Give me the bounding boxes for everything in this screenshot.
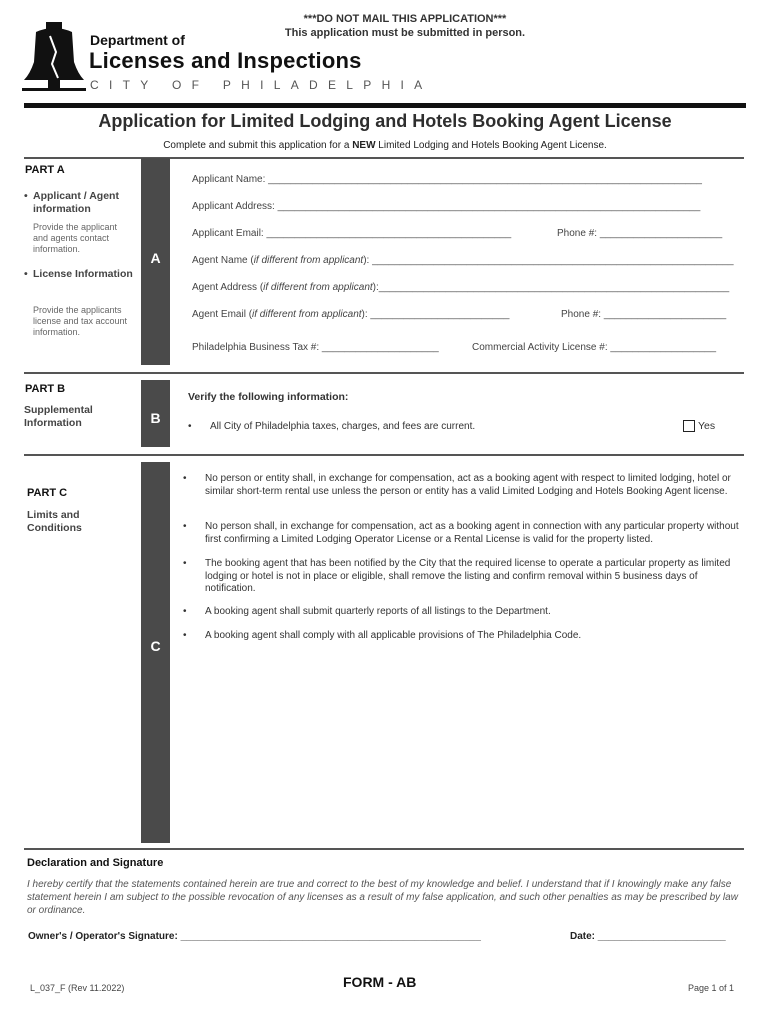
part-a-letter: A (150, 250, 161, 266)
date-field[interactable]: Date: _______________________ (570, 931, 726, 942)
form-code: FORM - AB (343, 974, 417, 990)
divider (24, 848, 744, 850)
part-c-bullet-4 (183, 606, 743, 619)
part-c-letter: C (150, 638, 161, 654)
part-a-item-2: • License Information (24, 268, 133, 280)
bullet-dot: • (183, 630, 187, 641)
subtitle-bold: NEW (352, 140, 376, 151)
subtitle-after: Limited Lodging and Hotels Booking Agent License. (375, 140, 607, 151)
applicant-name-field[interactable]: Applicant Name: ______________________________________________________________________________ (192, 174, 702, 185)
divider (24, 157, 744, 159)
agent-email-field[interactable] (192, 309, 537, 320)
verify-heading: Verify the following information: (188, 391, 349, 403)
part-a-heading: PART A (25, 164, 65, 176)
header-rule (24, 103, 746, 108)
page-subtitle (20, 140, 750, 151)
part-c-bullet-5-text: A booking agent shall comply with all applicable provisions of The Philadelphia Code. (205, 630, 582, 641)
business-tax-field[interactable]: Philadelphia Business Tax #: _____________________ (192, 342, 439, 353)
part-c-bullet-1-text: No person or entity shall, in exchange for compensation, act as a booking agent with respect to limited lodging, hotel or similar short-term rental use unless the person or entity has a valid Limited Lodging and Hotels Booking Agent license. (205, 473, 731, 497)
divider (24, 454, 744, 456)
bullet-dot: • (183, 606, 187, 617)
commercial-license-field[interactable]: Commercial Activity License #: ___________________ (472, 342, 717, 353)
agent-name-pre: Agent Name ( (192, 255, 254, 266)
form-revision: L_037_F (Rev 11.2022) (30, 983, 125, 993)
agent-address-post: ):_______________________________________________________________ (372, 282, 730, 293)
mail-notice (230, 12, 580, 40)
agent-address-pre: Agent Address ( (192, 282, 264, 293)
part-c-subheading: Limits and Conditions (27, 509, 82, 534)
divider (24, 372, 744, 374)
bullet-dot: • (188, 421, 192, 432)
dept-line-3: CITY OF PHILADELPHIA (90, 78, 433, 92)
part-a-letter-bar (141, 158, 170, 365)
bullet-dot: • (183, 521, 187, 532)
part-c-bullet-1 (183, 473, 743, 498)
page-title: Application for Limited Lodging and Hotels Booking Agent License (98, 111, 672, 131)
part-b-letter-bar (141, 380, 170, 447)
part-c-bullet-5 (183, 630, 743, 643)
part-a-item-1: • Applicant / Agent information (24, 190, 134, 216)
part-a-note-2: Provide the applicants license and tax account information. (33, 305, 128, 337)
part-c-bullet-3-text: The booking agent that has been notified by the City that the required license to operate a particular property as limited lodging or hotel is not in place or eligible, shall remove the listing and confirm removal within 5 business days of notification. (205, 558, 731, 594)
part-b-bullet-text: All City of Philadelphia taxes, charges, and fees are current. (210, 421, 476, 432)
agent-name-italic: if different from applicant (253, 255, 364, 266)
subtitle-before: Complete and submit this application for a (163, 140, 353, 151)
agent-address-field[interactable] (192, 282, 744, 293)
liberty-bell-icon (22, 22, 86, 96)
part-c-bullet-2-text: No person shall, in exchange for compensation, act as a booking agent in connection with any particular property without first confirming a Limited Lodging Operator License or a Rental License is valid for the property listed. (205, 521, 739, 545)
applicant-phone-field[interactable]: Phone #: ______________________ (557, 228, 723, 239)
dept-line-1: Department of (90, 32, 185, 48)
bullet-dot: • (183, 473, 187, 484)
part-a-item-2-label: License Information (33, 268, 133, 280)
agent-name-post: ): _________________________________________________________________ (363, 255, 734, 266)
part-c-heading: PART C (27, 487, 68, 499)
notice-line-2: This application must be submitted in person. (284, 27, 526, 39)
agent-phone-field[interactable]: Phone #: ______________________ (561, 309, 727, 320)
yes-label: Yes (698, 420, 716, 432)
part-a-note-1: Provide the applicant and agents contact information. (33, 222, 118, 254)
part-b-subheading: Supplemental Information (24, 404, 93, 429)
agent-email-italic: if different from applicant (252, 309, 362, 320)
part-c-bullet-3 (183, 558, 743, 596)
agent-email-pre: Agent Email ( (192, 309, 253, 320)
agent-address-italic: if different from applicant (263, 282, 373, 293)
dept-line-2: Licenses and Inspections (89, 48, 362, 73)
agent-name-field[interactable] (192, 255, 744, 266)
notice-line-1: ***DO NOT MAIL THIS APPLICATION*** (303, 13, 507, 25)
applicant-email-field[interactable]: Applicant Email: ____________________________________________ (192, 228, 512, 239)
part-c-bullet-2 (183, 521, 743, 546)
part-c-bullet-4-text: A booking agent shall submit quarterly reports of all listings to the Department. (205, 606, 551, 617)
signature-field[interactable]: Owner's / Operator's Signature: ______________________________________________________ (28, 931, 481, 942)
yes-checkbox[interactable] (683, 420, 695, 432)
declaration-text: I hereby certify that the statements contained herein are true and correct to the best of my knowledge and belief. I understand that if I knowingly make any false statement herein I am subject to the possible revocation of any licenses as a result of my false application, and such other penalties as may be prescribed by law or ordinance. (27, 879, 738, 916)
part-a-item-1-label: Applicant / Agent information (33, 190, 119, 215)
applicant-address-field[interactable]: Applicant Address: ____________________________________________________________________________ (192, 201, 701, 212)
declaration-heading: Declaration and Signature (27, 857, 164, 869)
part-c-letter-bar (141, 462, 170, 843)
page-number: Page 1 of 1 (688, 983, 735, 993)
part-b-heading: PART B (25, 383, 66, 395)
agent-email-post: ): _________________________ (361, 309, 510, 320)
part-b-letter: B (150, 410, 161, 426)
part-b-bullet (188, 421, 670, 434)
bullet-dot: • (183, 558, 187, 569)
